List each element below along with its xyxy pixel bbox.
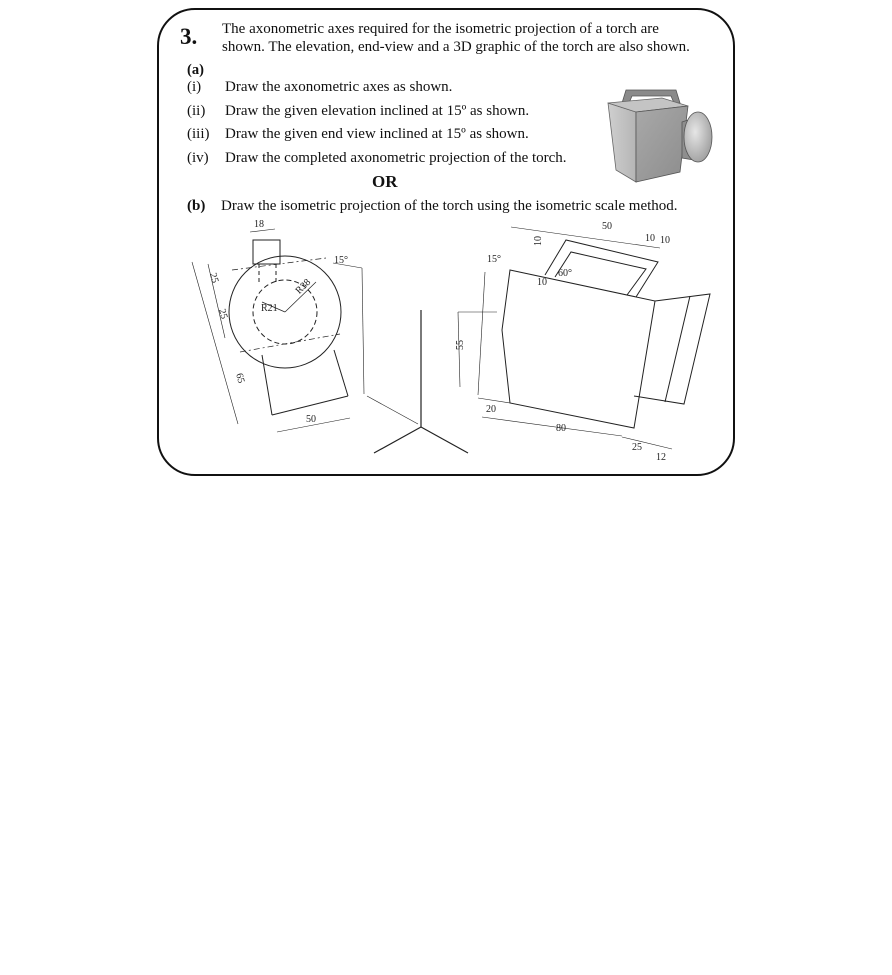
dim-50-end: 50 (306, 414, 316, 425)
dim-20: 20 (486, 404, 496, 415)
part-b-text: Draw the isometric projection of the torch using the isometric scale method. (221, 198, 678, 214)
dim-12: 12 (656, 452, 666, 463)
dim-65: 65 (233, 371, 247, 385)
item-text-ii: Draw the given elevation inclined at 15º as shown. (225, 103, 530, 119)
dim-angle-60: 60° (558, 268, 572, 279)
dim-25-upper: 25 (207, 271, 221, 285)
dim-10-right-a: 10 (645, 233, 655, 244)
dim-55: 55 (455, 340, 466, 350)
torch-3d-lens (684, 112, 712, 162)
end-view-projector (367, 396, 418, 424)
question-intro-line-2: shown. The elevation, end-view and a 3D graphic of the torch are also shown. (222, 39, 690, 55)
item-number-ii: (ii) (187, 103, 206, 119)
item-text-iv: Draw the completed axonometric projection of the torch. (225, 150, 567, 166)
item-text-iii: Draw the given end view inclined at 15º as shown. (225, 126, 529, 142)
dim-10-top: 10 (533, 236, 544, 246)
torch-3d-graphic (608, 90, 712, 182)
axonometric-axes (374, 310, 468, 453)
item-text-i: Draw the axonometric axes as shown. (225, 79, 453, 95)
dim-50-elev: 50 (602, 221, 612, 232)
dim-10-handle: 10 (537, 277, 547, 288)
end-view-dimensions (207, 219, 348, 425)
dim-angle-15-elev: 15° (487, 254, 501, 265)
dim-angle-15-end: 15° (334, 255, 348, 266)
item-number-i: (i) (187, 79, 202, 95)
dim-10-right-b: 10 (660, 235, 670, 246)
part-b-label: (b) (187, 198, 206, 214)
or-separator: OR (372, 172, 398, 191)
torch-3d-front-face (636, 106, 688, 182)
dim-r38: R38 (293, 276, 314, 297)
dim-r21: R21 (261, 303, 278, 314)
torch-3d-side-face (608, 103, 636, 182)
part-a-label: (a) (187, 62, 204, 78)
dim-80: 80 (556, 423, 566, 434)
dim-18: 18 (254, 219, 264, 230)
question-intro-line-1: The axonometric axes required for the isometric projection of a torch are (222, 21, 659, 37)
dim-25-elev: 25 (632, 442, 642, 453)
item-number-iii: (iii) (187, 126, 210, 142)
question-number: 3. (180, 24, 198, 49)
item-number-iv: (iv) (187, 150, 209, 166)
dim-25-lower: 25 (216, 307, 230, 321)
